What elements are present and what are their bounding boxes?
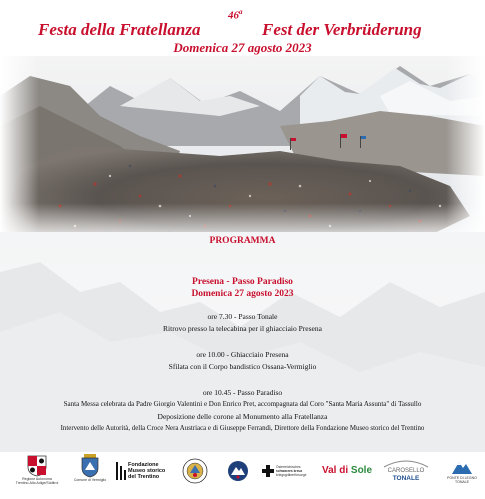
title-italian: Festa della Fratellanza <box>38 20 201 39</box>
program-route: Presena - Passo Paradiso <box>192 277 293 287</box>
program-item-2-desc: Sfilata con il Corpo bandistico Ossana-Vermiglio <box>168 362 317 371</box>
crowd-mountain-photo <box>0 56 485 240</box>
museo-bars-icon <box>116 462 126 480</box>
carosello-arc-icon <box>382 458 430 468</box>
title-german: Fest der Verbrüderung <box>262 20 422 39</box>
program-item-1-desc: Ritrovo presso la telecabina per il ghiacciaio Presena <box>163 324 322 333</box>
logo-croce-nera: Österreichisches schwarzes kreuz kriegsgräberfürsorge <box>262 452 318 477</box>
program-item-3-desc-1: Santa Messa celebrata da Padre Giorgio Valentini e Don Enrico Pret, accompagnata dal Coro "Santa Maria Assunta" di Tassullo <box>63 400 422 408</box>
regione-shield-icon <box>27 455 47 477</box>
program-item-3-time: ore 10.45 - Passo Paradiso <box>202 388 283 397</box>
program-date: Domenica 27 agosto 2023 <box>191 289 294 299</box>
logo-carosello-tonale: CAROSELLO TONALE <box>378 452 434 482</box>
logo-comune-vermiglio: Comune di Vermiglio <box>70 452 110 482</box>
logo-regione: Regione Autonoma Trentino-Alto Adige/Südtirol <box>14 452 60 485</box>
program-item-2-time: ore 10.00 - Ghiacciaio Presena <box>196 350 289 359</box>
logo-ponte-di-legno: PONTE DI LEGNO TONALE <box>440 452 484 484</box>
logo-museo-storico: Fondazione Museo storico del Trentino <box>116 452 168 480</box>
sponsor-logos <box>0 452 485 499</box>
comune-crest-icon <box>81 454 99 478</box>
edition-number: 46$^a$ <box>228 8 243 22</box>
program-heading: PROGRAMMA <box>209 236 276 246</box>
emblem-seal-icon <box>182 458 208 484</box>
program-item-1-time: ore 7.30 - Passo Tonale <box>207 312 278 321</box>
logo-val-di-sole: Val di Sole <box>322 465 373 476</box>
program-item-3-desc-3: Intervento delle Autorità, della Croce Nera Austriaca e di Giuseppe Ferrandi, Direttore della Fondazione Museo storico del Trentino <box>60 425 425 432</box>
program-item-3-desc-2: Deposizione delle corone al Monumento alla Fratellanza <box>157 412 328 421</box>
mountain-badge-icon <box>227 460 249 482</box>
black-cross-icon <box>262 465 274 477</box>
header-date: Domenica 27 agosto 2023 <box>173 40 312 55</box>
ponte-mountain-icon <box>450 458 474 476</box>
logo-round-emblem <box>180 452 210 484</box>
logo-blue-emblem <box>226 452 250 482</box>
header <box>0 0 485 62</box>
